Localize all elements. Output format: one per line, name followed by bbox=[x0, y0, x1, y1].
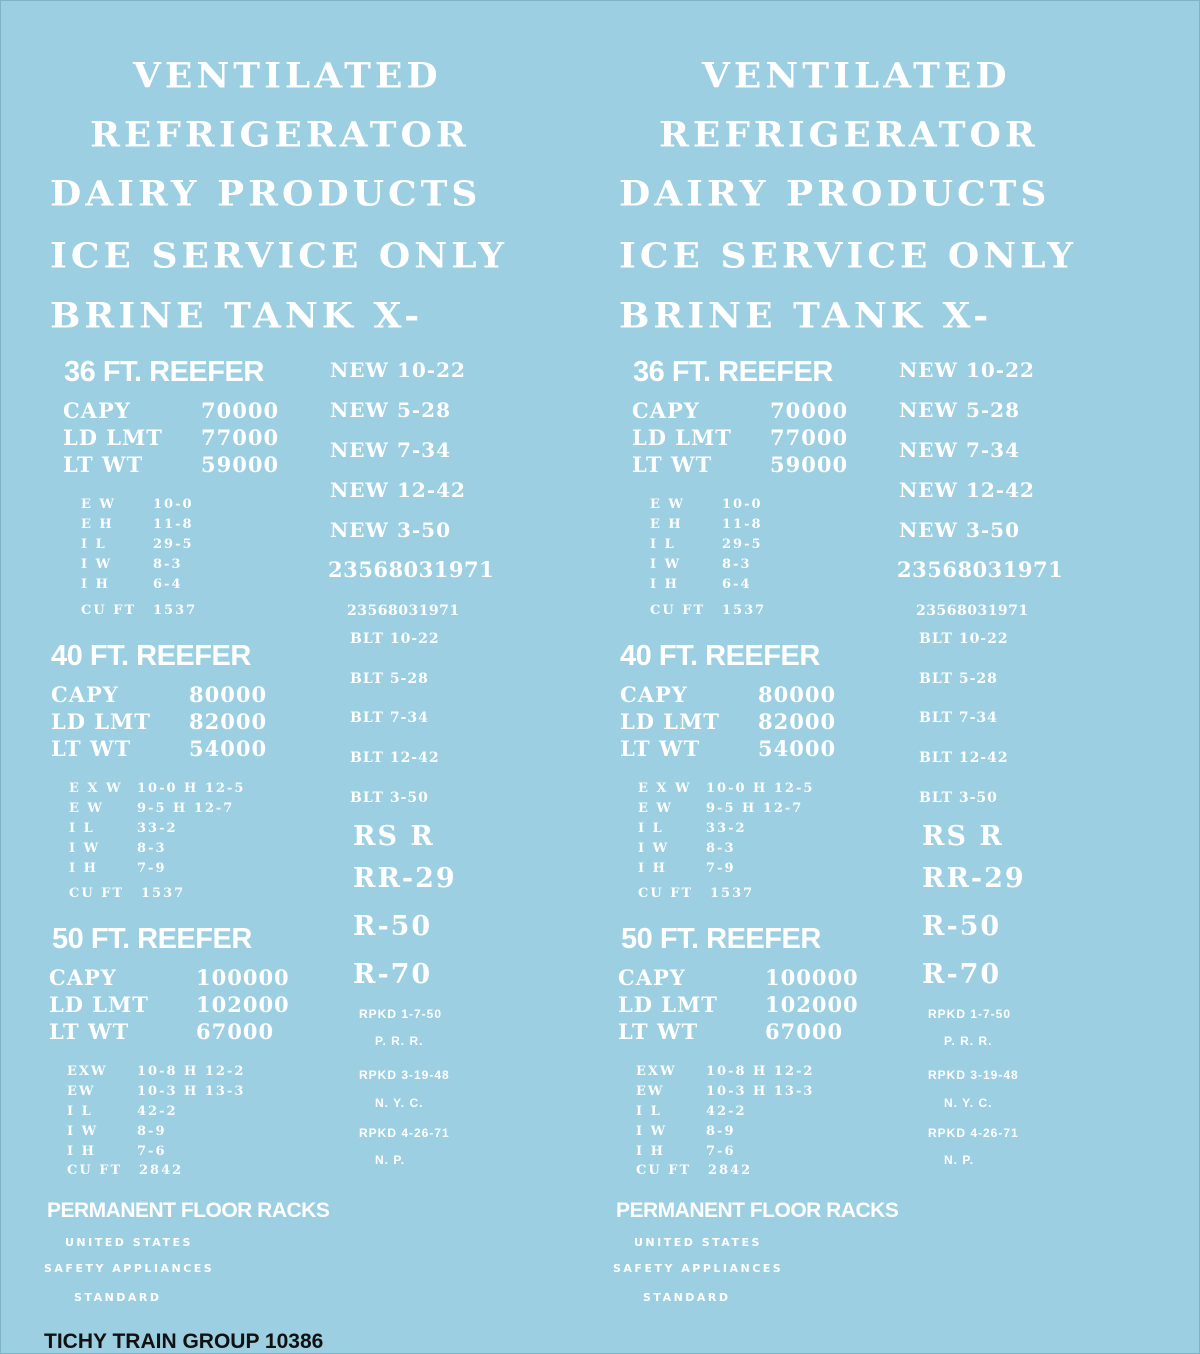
dimension-value: 8-3 bbox=[722, 557, 752, 572]
light-weight-label: LT WT bbox=[51, 736, 132, 761]
light-weight-value: 67000 bbox=[196, 1019, 275, 1044]
dimension-value: 42-2 bbox=[706, 1104, 747, 1119]
capy-value: 80000 bbox=[189, 682, 268, 707]
dimension-label: I L bbox=[69, 821, 95, 836]
new-date: NEW 12-42 bbox=[899, 478, 1035, 502]
safety-united-states: UNITED STATES bbox=[65, 1236, 193, 1249]
safety-standard: STANDARD bbox=[643, 1291, 731, 1304]
new-date: NEW 7-34 bbox=[899, 438, 1020, 462]
capy-label: CAPY bbox=[63, 398, 131, 423]
new-date: NEW 7-34 bbox=[330, 438, 451, 462]
dimension-value: 6-4 bbox=[153, 577, 183, 592]
dimension-value: 10-8 H 12-2 bbox=[706, 1064, 815, 1079]
cubic-feet-value: 1537 bbox=[722, 603, 767, 618]
new-date: NEW 12-42 bbox=[330, 478, 466, 502]
built-date: BLT 12-42 bbox=[350, 750, 440, 766]
built-date: BLT 7-34 bbox=[919, 710, 998, 726]
light-weight-label: LT WT bbox=[632, 452, 713, 477]
cubic-feet-label: CU FT bbox=[638, 886, 694, 901]
light-weight-label: LT WT bbox=[49, 1019, 130, 1044]
repack-road: N. P. bbox=[375, 1153, 406, 1167]
light-weight-value: 59000 bbox=[201, 452, 280, 477]
dimension-value: 8-3 bbox=[706, 841, 736, 856]
dimension-value: 6-4 bbox=[722, 577, 752, 592]
car-class: RR-29 bbox=[922, 863, 1026, 894]
built-date: BLT 7-34 bbox=[350, 710, 429, 726]
dimension-value: 10-0 bbox=[722, 497, 763, 512]
car-class: RS R bbox=[353, 821, 435, 852]
dimension-label: EW bbox=[67, 1084, 96, 1099]
dimension-value: 8-9 bbox=[137, 1124, 167, 1139]
load-limit-label: LD LMT bbox=[620, 709, 720, 734]
load-limit-label: LD LMT bbox=[49, 992, 149, 1017]
new-date: NEW 5-28 bbox=[330, 398, 451, 422]
reefer-title: 50 FT. REEFER bbox=[621, 923, 821, 955]
new-date: NEW 5-28 bbox=[899, 398, 1020, 422]
load-limit-value: 102000 bbox=[765, 992, 859, 1017]
load-limit-label: LD LMT bbox=[63, 425, 163, 450]
dimension-label: I H bbox=[650, 577, 679, 592]
dimension-value: 7-6 bbox=[137, 1144, 167, 1159]
dimension-value: 10-3 H 13-3 bbox=[137, 1084, 246, 1099]
car-class: R-50 bbox=[353, 911, 433, 942]
dimension-label: I H bbox=[638, 861, 667, 876]
light-weight-label: LT WT bbox=[63, 452, 144, 477]
reefer-title: 36 FT. REEFER bbox=[633, 356, 833, 388]
heading-brine-tank: BRINE TANK X- bbox=[50, 296, 424, 336]
safety-appliances: SAFETY APPLIANCES bbox=[44, 1262, 215, 1275]
repack-date: RPKD 1-7-50 bbox=[359, 1007, 443, 1021]
car-class: R-70 bbox=[922, 959, 1002, 990]
dimension-value: 10-0 H 12-5 bbox=[137, 781, 246, 796]
dimension-value: 7-9 bbox=[137, 861, 167, 876]
load-limit-value: 82000 bbox=[758, 709, 837, 734]
load-limit-label: LD LMT bbox=[632, 425, 732, 450]
dimension-value: 7-6 bbox=[706, 1144, 736, 1159]
load-limit-value: 102000 bbox=[196, 992, 290, 1017]
built-date: BLT 3-50 bbox=[350, 790, 429, 806]
dimension-value: 10-0 bbox=[153, 497, 194, 512]
dimension-value: 7-9 bbox=[706, 861, 736, 876]
cubic-feet-value: 1537 bbox=[153, 603, 198, 618]
dimension-label: E W bbox=[81, 497, 117, 512]
dimension-value: 9-5 H 12-7 bbox=[137, 801, 235, 816]
heading-refrigerator: REFRIGERATOR bbox=[90, 115, 470, 155]
dimension-label: I L bbox=[81, 537, 107, 552]
new-date: NEW 10-22 bbox=[330, 358, 466, 382]
heading-ventilated: VENTILATED bbox=[133, 56, 442, 96]
car-class: RR-29 bbox=[353, 863, 457, 894]
dimension-value: 11-8 bbox=[153, 517, 194, 532]
cubic-feet-label: CU FT bbox=[81, 603, 137, 618]
dimension-label: I H bbox=[69, 861, 98, 876]
reefer-title: 50 FT. REEFER bbox=[52, 923, 252, 955]
safety-standard: STANDARD bbox=[74, 1291, 162, 1304]
built-date: BLT 5-28 bbox=[919, 671, 998, 687]
dimension-label: E W bbox=[638, 801, 674, 816]
repack-road: N. Y. C. bbox=[375, 1096, 424, 1110]
reefer-title: 36 FT. REEFER bbox=[64, 356, 264, 388]
dimension-label: I W bbox=[81, 557, 113, 572]
heading-ventilated: VENTILATED bbox=[702, 56, 1011, 96]
built-date: BLT 5-28 bbox=[350, 671, 429, 687]
built-date: BLT 3-50 bbox=[919, 790, 998, 806]
capy-value: 100000 bbox=[196, 965, 290, 990]
load-limit-value: 77000 bbox=[770, 425, 849, 450]
cubic-feet-label: CU FT bbox=[69, 886, 125, 901]
light-weight-value: 59000 bbox=[770, 452, 849, 477]
dimension-value: 29-5 bbox=[153, 537, 194, 552]
manufacturer-label: TICHY TRAIN GROUP 10386 bbox=[44, 1330, 324, 1353]
repack-date: RPKD 3-19-48 bbox=[928, 1068, 1019, 1082]
capy-label: CAPY bbox=[632, 398, 700, 423]
repack-road: N. P. bbox=[944, 1153, 975, 1167]
car-class: R-50 bbox=[922, 911, 1002, 942]
light-weight-label: LT WT bbox=[620, 736, 701, 761]
dimension-value: 8-9 bbox=[706, 1124, 736, 1139]
built-date: BLT 10-22 bbox=[350, 631, 440, 647]
dimension-value: 10-8 H 12-2 bbox=[137, 1064, 246, 1079]
heading-dairy-products: DAIRY PRODUCTS bbox=[619, 174, 1051, 214]
capy-label: CAPY bbox=[49, 965, 117, 990]
heading-dairy-products: DAIRY PRODUCTS bbox=[50, 174, 482, 214]
light-weight-value: 54000 bbox=[189, 736, 268, 761]
dimension-value: 11-8 bbox=[722, 517, 763, 532]
light-weight-label: LT WT bbox=[618, 1019, 699, 1044]
dimension-label: I W bbox=[638, 841, 670, 856]
load-limit-value: 82000 bbox=[189, 709, 268, 734]
new-date: NEW 10-22 bbox=[899, 358, 1035, 382]
cubic-feet-value: 2842 bbox=[708, 1163, 753, 1178]
heading-brine-tank: BRINE TANK X- bbox=[619, 296, 993, 336]
dimension-label: E W bbox=[69, 801, 105, 816]
dimension-label: I W bbox=[650, 557, 682, 572]
capy-value: 70000 bbox=[770, 398, 849, 423]
car-number-large: 23568031971 bbox=[328, 557, 495, 582]
repack-date: RPKD 4-26-71 bbox=[928, 1126, 1019, 1140]
light-weight-value: 67000 bbox=[765, 1019, 844, 1044]
car-number-small: 23568031971 bbox=[916, 603, 1029, 619]
dimension-label: I L bbox=[67, 1104, 93, 1119]
new-date: NEW 3-50 bbox=[899, 518, 1020, 542]
dimension-value: 33-2 bbox=[706, 821, 747, 836]
capy-label: CAPY bbox=[51, 682, 119, 707]
built-date: BLT 12-42 bbox=[919, 750, 1009, 766]
dimension-label: EW bbox=[636, 1084, 665, 1099]
dimension-label: I H bbox=[81, 577, 110, 592]
dimension-value: 29-5 bbox=[722, 537, 763, 552]
dimension-value: 33-2 bbox=[137, 821, 178, 836]
cubic-feet-label: CU FT bbox=[636, 1163, 692, 1178]
dimension-label: E X W bbox=[638, 781, 692, 796]
repack-date: RPKD 4-26-71 bbox=[359, 1126, 450, 1140]
dimension-value: 9-5 H 12-7 bbox=[706, 801, 804, 816]
repack-date: RPKD 1-7-50 bbox=[928, 1007, 1012, 1021]
car-class: RS R bbox=[922, 821, 1004, 852]
dimension-value: 10-0 H 12-5 bbox=[706, 781, 815, 796]
dimension-label: E H bbox=[81, 517, 114, 532]
capy-value: 70000 bbox=[201, 398, 280, 423]
load-limit-value: 77000 bbox=[201, 425, 280, 450]
car-number-small: 23568031971 bbox=[347, 603, 460, 619]
heading-refrigerator: REFRIGERATOR bbox=[659, 115, 1039, 155]
dimension-value: 10-3 H 13-3 bbox=[706, 1084, 815, 1099]
capy-value: 100000 bbox=[765, 965, 859, 990]
safety-appliances: SAFETY APPLIANCES bbox=[613, 1262, 784, 1275]
dimension-label: I L bbox=[638, 821, 664, 836]
floor-racks: PERMANENT FLOOR RACKS bbox=[47, 1199, 330, 1222]
repack-road: N. Y. C. bbox=[944, 1096, 993, 1110]
cubic-feet-value: 1537 bbox=[141, 886, 186, 901]
dimension-label: E X W bbox=[69, 781, 123, 796]
dimension-label: I H bbox=[636, 1144, 665, 1159]
load-limit-label: LD LMT bbox=[618, 992, 718, 1017]
dimension-label: E H bbox=[650, 517, 683, 532]
dimension-value: 42-2 bbox=[137, 1104, 178, 1119]
heading-ice-service: ICE SERVICE ONLY bbox=[50, 236, 508, 276]
floor-racks: PERMANENT FLOOR RACKS bbox=[616, 1199, 899, 1222]
dimension-label: I W bbox=[67, 1124, 99, 1139]
built-date: BLT 10-22 bbox=[919, 631, 1009, 647]
dimension-label: EXW bbox=[636, 1064, 677, 1079]
light-weight-value: 54000 bbox=[758, 736, 837, 761]
load-limit-label: LD LMT bbox=[51, 709, 151, 734]
dimension-value: 8-3 bbox=[153, 557, 183, 572]
repack-date: RPKD 3-19-48 bbox=[359, 1068, 450, 1082]
car-number-large: 23568031971 bbox=[897, 557, 1064, 582]
dimension-label: EXW bbox=[67, 1064, 108, 1079]
cubic-feet-label: CU FT bbox=[67, 1163, 123, 1178]
safety-united-states: UNITED STATES bbox=[634, 1236, 762, 1249]
dimension-value: 8-3 bbox=[137, 841, 167, 856]
reefer-title: 40 FT. REEFER bbox=[620, 640, 820, 672]
car-class: R-70 bbox=[353, 959, 433, 990]
capy-value: 80000 bbox=[758, 682, 837, 707]
dimension-label: I L bbox=[650, 537, 676, 552]
heading-ice-service: ICE SERVICE ONLY bbox=[619, 236, 1077, 276]
repack-road: P. R. R. bbox=[375, 1034, 424, 1048]
capy-label: CAPY bbox=[618, 965, 686, 990]
dimension-label: E W bbox=[650, 497, 686, 512]
dimension-label: I W bbox=[69, 841, 101, 856]
cubic-feet-value: 2842 bbox=[139, 1163, 184, 1178]
cubic-feet-label: CU FT bbox=[650, 603, 706, 618]
dimension-label: I H bbox=[67, 1144, 96, 1159]
new-date: NEW 3-50 bbox=[330, 518, 451, 542]
dimension-label: I L bbox=[636, 1104, 662, 1119]
reefer-title: 40 FT. REEFER bbox=[51, 640, 251, 672]
repack-road: P. R. R. bbox=[944, 1034, 993, 1048]
cubic-feet-value: 1537 bbox=[710, 886, 755, 901]
dimension-label: I W bbox=[636, 1124, 668, 1139]
capy-label: CAPY bbox=[620, 682, 688, 707]
